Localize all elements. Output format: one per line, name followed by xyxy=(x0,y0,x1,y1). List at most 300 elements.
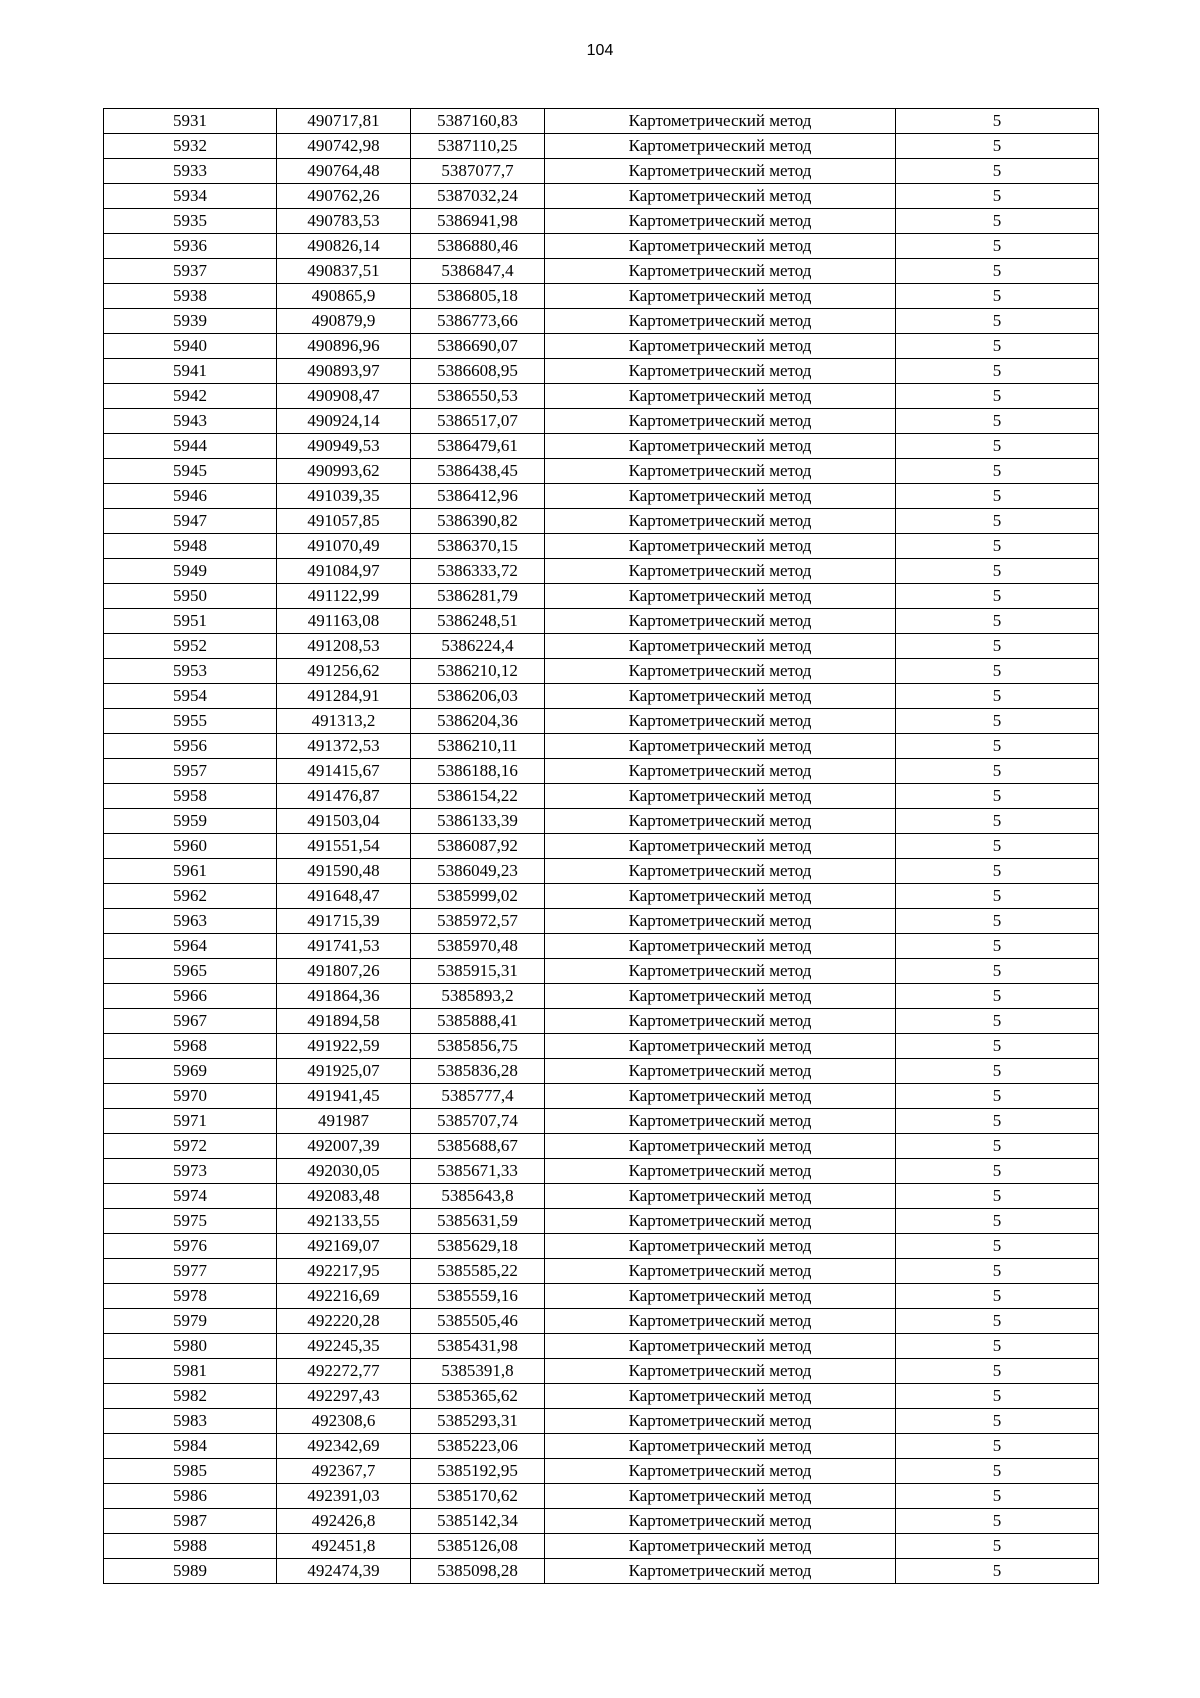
x-coordinate-cell: 490764,48 xyxy=(277,159,411,184)
x-coordinate-cell: 491415,67 xyxy=(277,759,411,784)
x-coordinate-cell: 492245,35 xyxy=(277,1334,411,1359)
table-row xyxy=(104,134,1099,159)
table-row xyxy=(104,309,1099,334)
table-row xyxy=(104,1209,1099,1234)
y-coordinate-cell: 5386188,16 xyxy=(411,759,545,784)
x-coordinate-cell: 491864,36 xyxy=(277,984,411,1009)
table-row xyxy=(104,1109,1099,1134)
accuracy-cell: 5 xyxy=(896,659,1099,684)
point-number-cell: 5958 xyxy=(104,784,277,809)
accuracy-cell: 5 xyxy=(896,1234,1099,1259)
y-coordinate-cell: 5386049,23 xyxy=(411,859,545,884)
y-coordinate-cell: 5385293,31 xyxy=(411,1409,545,1434)
y-coordinate-cell: 5387160,83 xyxy=(411,109,545,134)
method-cell: Картометрический метод xyxy=(545,984,896,1009)
method-cell: Картометрический метод xyxy=(545,684,896,709)
point-number-cell: 5966 xyxy=(104,984,277,1009)
accuracy-cell: 5 xyxy=(896,384,1099,409)
table-row xyxy=(104,734,1099,759)
point-number-cell: 5939 xyxy=(104,309,277,334)
y-coordinate-cell: 5385631,59 xyxy=(411,1209,545,1234)
accuracy-cell: 5 xyxy=(896,1284,1099,1309)
method-cell: Картометрический метод xyxy=(545,234,896,259)
x-coordinate-cell: 491925,07 xyxy=(277,1059,411,1084)
x-coordinate-cell: 492308,6 xyxy=(277,1409,411,1434)
accuracy-cell: 5 xyxy=(896,1209,1099,1234)
accuracy-cell: 5 xyxy=(896,459,1099,484)
method-cell: Картометрический метод xyxy=(545,609,896,634)
y-coordinate-cell: 5386224,4 xyxy=(411,634,545,659)
method-cell: Картометрический метод xyxy=(545,1484,896,1509)
x-coordinate-cell: 490908,47 xyxy=(277,384,411,409)
method-cell: Картометрический метод xyxy=(545,1459,896,1484)
point-number-cell: 5934 xyxy=(104,184,277,209)
accuracy-cell: 5 xyxy=(896,184,1099,209)
table-row xyxy=(104,334,1099,359)
point-number-cell: 5974 xyxy=(104,1184,277,1209)
method-cell: Картометрический метод xyxy=(545,1284,896,1309)
accuracy-cell: 5 xyxy=(896,634,1099,659)
point-number-cell: 5977 xyxy=(104,1259,277,1284)
method-cell: Картометрический метод xyxy=(545,1384,896,1409)
accuracy-cell: 5 xyxy=(896,809,1099,834)
y-coordinate-cell: 5385126,08 xyxy=(411,1534,545,1559)
method-cell: Картометрический метод xyxy=(545,284,896,309)
table-row xyxy=(104,559,1099,584)
accuracy-cell: 5 xyxy=(896,1484,1099,1509)
x-coordinate-cell: 492426,8 xyxy=(277,1509,411,1534)
y-coordinate-cell: 5385688,67 xyxy=(411,1134,545,1159)
table-row xyxy=(104,234,1099,259)
accuracy-cell: 5 xyxy=(896,359,1099,384)
table-row xyxy=(104,1284,1099,1309)
accuracy-cell: 5 xyxy=(896,584,1099,609)
table-row xyxy=(104,1409,1099,1434)
point-number-cell: 5964 xyxy=(104,934,277,959)
point-number-cell: 5959 xyxy=(104,809,277,834)
table-row xyxy=(104,1534,1099,1559)
point-number-cell: 5972 xyxy=(104,1134,277,1159)
point-number-cell: 5965 xyxy=(104,959,277,984)
table-row xyxy=(104,984,1099,1009)
method-cell: Картометрический метод xyxy=(545,1309,896,1334)
point-number-cell: 5937 xyxy=(104,259,277,284)
accuracy-cell: 5 xyxy=(896,859,1099,884)
point-number-cell: 5944 xyxy=(104,434,277,459)
accuracy-cell: 5 xyxy=(896,1534,1099,1559)
x-coordinate-cell: 492391,03 xyxy=(277,1484,411,1509)
table-row xyxy=(104,1459,1099,1484)
method-cell: Картометрический метод xyxy=(545,459,896,484)
accuracy-cell: 5 xyxy=(896,1059,1099,1084)
x-coordinate-cell: 490924,14 xyxy=(277,409,411,434)
table-row xyxy=(104,1084,1099,1109)
method-cell: Картометрический метод xyxy=(545,709,896,734)
table-row xyxy=(104,1309,1099,1334)
table-row xyxy=(104,534,1099,559)
method-cell: Картометрический метод xyxy=(545,1009,896,1034)
point-number-cell: 5947 xyxy=(104,509,277,534)
point-number-cell: 5989 xyxy=(104,1559,277,1584)
table-row xyxy=(104,384,1099,409)
accuracy-cell: 5 xyxy=(896,759,1099,784)
point-number-cell: 5970 xyxy=(104,1084,277,1109)
y-coordinate-cell: 5385192,95 xyxy=(411,1459,545,1484)
table-row xyxy=(104,1234,1099,1259)
method-cell: Картометрический метод xyxy=(545,1234,896,1259)
accuracy-cell: 5 xyxy=(896,684,1099,709)
point-number-cell: 5952 xyxy=(104,634,277,659)
accuracy-cell: 5 xyxy=(896,1159,1099,1184)
x-coordinate-cell: 491922,59 xyxy=(277,1034,411,1059)
method-cell: Картометрический метод xyxy=(545,1434,896,1459)
method-cell: Картометрический метод xyxy=(545,934,896,959)
method-cell: Картометрический метод xyxy=(545,909,896,934)
x-coordinate-cell: 491122,99 xyxy=(277,584,411,609)
point-number-cell: 5963 xyxy=(104,909,277,934)
accuracy-cell: 5 xyxy=(896,484,1099,509)
method-cell: Картометрический метод xyxy=(545,1159,896,1184)
x-coordinate-cell: 490762,26 xyxy=(277,184,411,209)
point-number-cell: 5932 xyxy=(104,134,277,159)
method-cell: Картометрический метод xyxy=(545,134,896,159)
method-cell: Картометрический метод xyxy=(545,1084,896,1109)
x-coordinate-cell: 491648,47 xyxy=(277,884,411,909)
x-coordinate-cell: 491715,39 xyxy=(277,909,411,934)
point-number-cell: 5960 xyxy=(104,834,277,859)
method-cell: Картометрический метод xyxy=(545,1559,896,1584)
method-cell: Картометрический метод xyxy=(545,434,896,459)
x-coordinate-cell: 490742,98 xyxy=(277,134,411,159)
accuracy-cell: 5 xyxy=(896,284,1099,309)
point-number-cell: 5938 xyxy=(104,284,277,309)
x-coordinate-cell: 490893,97 xyxy=(277,359,411,384)
y-coordinate-cell: 5386281,79 xyxy=(411,584,545,609)
y-coordinate-cell: 5386206,03 xyxy=(411,684,545,709)
table-row xyxy=(104,859,1099,884)
y-coordinate-cell: 5386550,53 xyxy=(411,384,545,409)
method-cell: Картометрический метод xyxy=(545,484,896,509)
point-number-cell: 5942 xyxy=(104,384,277,409)
y-coordinate-cell: 5386204,36 xyxy=(411,709,545,734)
table-row xyxy=(104,659,1099,684)
point-number-cell: 5946 xyxy=(104,484,277,509)
accuracy-cell: 5 xyxy=(896,909,1099,934)
method-cell: Картометрический метод xyxy=(545,634,896,659)
coordinates-table xyxy=(103,108,1099,1584)
x-coordinate-cell: 492169,07 xyxy=(277,1234,411,1259)
accuracy-cell: 5 xyxy=(896,1084,1099,1109)
point-number-cell: 5935 xyxy=(104,209,277,234)
method-cell: Картометрический метод xyxy=(545,1034,896,1059)
x-coordinate-cell: 491039,35 xyxy=(277,484,411,509)
accuracy-cell: 5 xyxy=(896,1509,1099,1534)
x-coordinate-cell: 492272,77 xyxy=(277,1359,411,1384)
x-coordinate-cell: 490826,14 xyxy=(277,234,411,259)
y-coordinate-cell: 5386517,07 xyxy=(411,409,545,434)
x-coordinate-cell: 491208,53 xyxy=(277,634,411,659)
table-row xyxy=(104,1259,1099,1284)
table-row xyxy=(104,1059,1099,1084)
accuracy-cell: 5 xyxy=(896,1109,1099,1134)
table-row xyxy=(104,109,1099,134)
method-cell: Картометрический метод xyxy=(545,1109,896,1134)
point-number-cell: 5981 xyxy=(104,1359,277,1384)
method-cell: Картометрический метод xyxy=(545,309,896,334)
method-cell: Картометрический метод xyxy=(545,334,896,359)
method-cell: Картометрический метод xyxy=(545,159,896,184)
x-coordinate-cell: 490837,51 xyxy=(277,259,411,284)
y-coordinate-cell: 5386210,11 xyxy=(411,734,545,759)
method-cell: Картометрический метод xyxy=(545,559,896,584)
x-coordinate-cell: 492297,43 xyxy=(277,1384,411,1409)
accuracy-cell: 5 xyxy=(896,984,1099,1009)
table-row xyxy=(104,1509,1099,1534)
accuracy-cell: 5 xyxy=(896,109,1099,134)
method-cell: Картометрический метод xyxy=(545,1184,896,1209)
x-coordinate-cell: 491163,08 xyxy=(277,609,411,634)
method-cell: Картометрический метод xyxy=(545,959,896,984)
accuracy-cell: 5 xyxy=(896,1184,1099,1209)
method-cell: Картометрический метод xyxy=(545,534,896,559)
x-coordinate-cell: 491070,49 xyxy=(277,534,411,559)
method-cell: Картометрический метод xyxy=(545,359,896,384)
y-coordinate-cell: 5386773,66 xyxy=(411,309,545,334)
point-number-cell: 5957 xyxy=(104,759,277,784)
y-coordinate-cell: 5386248,51 xyxy=(411,609,545,634)
accuracy-cell: 5 xyxy=(896,234,1099,259)
table-row xyxy=(104,684,1099,709)
y-coordinate-cell: 5385505,46 xyxy=(411,1309,545,1334)
accuracy-cell: 5 xyxy=(896,559,1099,584)
table-row xyxy=(104,1559,1099,1584)
x-coordinate-cell: 490949,53 xyxy=(277,434,411,459)
y-coordinate-cell: 5385888,41 xyxy=(411,1009,545,1034)
accuracy-cell: 5 xyxy=(896,1259,1099,1284)
y-coordinate-cell: 5386941,98 xyxy=(411,209,545,234)
point-number-cell: 5988 xyxy=(104,1534,277,1559)
x-coordinate-cell: 491590,48 xyxy=(277,859,411,884)
point-number-cell: 5987 xyxy=(104,1509,277,1534)
point-number-cell: 5949 xyxy=(104,559,277,584)
method-cell: Картометрический метод xyxy=(545,1209,896,1234)
table-row xyxy=(104,1134,1099,1159)
accuracy-cell: 5 xyxy=(896,259,1099,284)
x-coordinate-cell: 492451,8 xyxy=(277,1534,411,1559)
method-cell: Картометрический метод xyxy=(545,1059,896,1084)
y-coordinate-cell: 5385777,4 xyxy=(411,1084,545,1109)
point-number-cell: 5940 xyxy=(104,334,277,359)
table-row xyxy=(104,1484,1099,1509)
y-coordinate-cell: 5385365,62 xyxy=(411,1384,545,1409)
y-coordinate-cell: 5385671,33 xyxy=(411,1159,545,1184)
accuracy-cell: 5 xyxy=(896,434,1099,459)
table-row xyxy=(104,1434,1099,1459)
x-coordinate-cell: 491284,91 xyxy=(277,684,411,709)
accuracy-cell: 5 xyxy=(896,409,1099,434)
point-number-cell: 5936 xyxy=(104,234,277,259)
x-coordinate-cell: 490865,9 xyxy=(277,284,411,309)
y-coordinate-cell: 5386608,95 xyxy=(411,359,545,384)
y-coordinate-cell: 5386479,61 xyxy=(411,434,545,459)
x-coordinate-cell: 490783,53 xyxy=(277,209,411,234)
accuracy-cell: 5 xyxy=(896,1409,1099,1434)
accuracy-cell: 5 xyxy=(896,159,1099,184)
y-coordinate-cell: 5385970,48 xyxy=(411,934,545,959)
x-coordinate-cell: 492007,39 xyxy=(277,1134,411,1159)
method-cell: Картометрический метод xyxy=(545,1409,896,1434)
x-coordinate-cell: 492030,05 xyxy=(277,1159,411,1184)
accuracy-cell: 5 xyxy=(896,1009,1099,1034)
accuracy-cell: 5 xyxy=(896,1384,1099,1409)
x-coordinate-cell: 491551,54 xyxy=(277,834,411,859)
y-coordinate-cell: 5386210,12 xyxy=(411,659,545,684)
point-number-cell: 5956 xyxy=(104,734,277,759)
y-coordinate-cell: 5386847,4 xyxy=(411,259,545,284)
table-row xyxy=(104,834,1099,859)
method-cell: Картометрический метод xyxy=(545,109,896,134)
accuracy-cell: 5 xyxy=(896,134,1099,159)
table-row xyxy=(104,884,1099,909)
y-coordinate-cell: 5385142,34 xyxy=(411,1509,545,1534)
accuracy-cell: 5 xyxy=(896,334,1099,359)
point-number-cell: 5967 xyxy=(104,1009,277,1034)
method-cell: Картометрический метод xyxy=(545,784,896,809)
x-coordinate-cell: 492083,48 xyxy=(277,1184,411,1209)
point-number-cell: 5955 xyxy=(104,709,277,734)
accuracy-cell: 5 xyxy=(896,1134,1099,1159)
y-coordinate-cell: 5386880,46 xyxy=(411,234,545,259)
table-row xyxy=(104,284,1099,309)
table-body xyxy=(104,109,1099,1584)
point-number-cell: 5948 xyxy=(104,534,277,559)
accuracy-cell: 5 xyxy=(896,934,1099,959)
method-cell: Картометрический метод xyxy=(545,384,896,409)
y-coordinate-cell: 5387077,7 xyxy=(411,159,545,184)
point-number-cell: 5984 xyxy=(104,1434,277,1459)
table-row xyxy=(104,759,1099,784)
x-coordinate-cell: 492474,39 xyxy=(277,1559,411,1584)
accuracy-cell: 5 xyxy=(896,609,1099,634)
method-cell: Картометрический метод xyxy=(545,509,896,534)
y-coordinate-cell: 5386438,45 xyxy=(411,459,545,484)
y-coordinate-cell: 5386333,72 xyxy=(411,559,545,584)
point-number-cell: 5931 xyxy=(104,109,277,134)
y-coordinate-cell: 5385170,62 xyxy=(411,1484,545,1509)
method-cell: Картометрический метод xyxy=(545,884,896,909)
y-coordinate-cell: 5385893,2 xyxy=(411,984,545,1009)
x-coordinate-cell: 491807,26 xyxy=(277,959,411,984)
method-cell: Картометрический метод xyxy=(545,584,896,609)
method-cell: Картометрический метод xyxy=(545,734,896,759)
x-coordinate-cell: 491503,04 xyxy=(277,809,411,834)
table-row xyxy=(104,959,1099,984)
x-coordinate-cell: 490879,9 xyxy=(277,309,411,334)
accuracy-cell: 5 xyxy=(896,884,1099,909)
page-number: 104 xyxy=(586,42,614,59)
x-coordinate-cell: 491741,53 xyxy=(277,934,411,959)
table-row xyxy=(104,434,1099,459)
accuracy-cell: 5 xyxy=(896,1434,1099,1459)
x-coordinate-cell: 491313,2 xyxy=(277,709,411,734)
x-coordinate-cell: 492342,69 xyxy=(277,1434,411,1459)
y-coordinate-cell: 5385707,74 xyxy=(411,1109,545,1134)
table-row xyxy=(104,209,1099,234)
table-row xyxy=(104,509,1099,534)
point-number-cell: 5945 xyxy=(104,459,277,484)
point-number-cell: 5943 xyxy=(104,409,277,434)
table-row xyxy=(104,1034,1099,1059)
table-row xyxy=(104,159,1099,184)
method-cell: Картометрический метод xyxy=(545,1509,896,1534)
y-coordinate-cell: 5386412,96 xyxy=(411,484,545,509)
method-cell: Картометрический метод xyxy=(545,259,896,284)
point-number-cell: 5978 xyxy=(104,1284,277,1309)
table-row xyxy=(104,634,1099,659)
table-row xyxy=(104,1009,1099,1034)
table-row xyxy=(104,709,1099,734)
table-row xyxy=(104,809,1099,834)
point-number-cell: 5953 xyxy=(104,659,277,684)
point-number-cell: 5968 xyxy=(104,1034,277,1059)
table-row xyxy=(104,1359,1099,1384)
point-number-cell: 5962 xyxy=(104,884,277,909)
accuracy-cell: 5 xyxy=(896,1359,1099,1384)
point-number-cell: 5985 xyxy=(104,1459,277,1484)
table-row xyxy=(104,609,1099,634)
point-number-cell: 5950 xyxy=(104,584,277,609)
table-row xyxy=(104,584,1099,609)
point-number-cell: 5975 xyxy=(104,1209,277,1234)
method-cell: Картометрический метод xyxy=(545,809,896,834)
point-number-cell: 5969 xyxy=(104,1059,277,1084)
y-coordinate-cell: 5385431,98 xyxy=(411,1334,545,1359)
y-coordinate-cell: 5386370,15 xyxy=(411,534,545,559)
point-number-cell: 5979 xyxy=(104,1309,277,1334)
table-row xyxy=(104,459,1099,484)
y-coordinate-cell: 5385972,57 xyxy=(411,909,545,934)
table-row xyxy=(104,784,1099,809)
point-number-cell: 5954 xyxy=(104,684,277,709)
x-coordinate-cell: 492133,55 xyxy=(277,1209,411,1234)
accuracy-cell: 5 xyxy=(896,1459,1099,1484)
x-coordinate-cell: 491256,62 xyxy=(277,659,411,684)
y-coordinate-cell: 5385856,75 xyxy=(411,1034,545,1059)
point-number-cell: 5980 xyxy=(104,1334,277,1359)
point-number-cell: 5983 xyxy=(104,1409,277,1434)
x-coordinate-cell: 491372,53 xyxy=(277,734,411,759)
y-coordinate-cell: 5385559,16 xyxy=(411,1284,545,1309)
x-coordinate-cell: 492217,95 xyxy=(277,1259,411,1284)
y-coordinate-cell: 5386154,22 xyxy=(411,784,545,809)
method-cell: Картометрический метод xyxy=(545,659,896,684)
method-cell: Картометрический метод xyxy=(545,759,896,784)
table-row xyxy=(104,359,1099,384)
y-coordinate-cell: 5385643,8 xyxy=(411,1184,545,1209)
x-coordinate-cell: 491941,45 xyxy=(277,1084,411,1109)
point-number-cell: 5933 xyxy=(104,159,277,184)
accuracy-cell: 5 xyxy=(896,709,1099,734)
y-coordinate-cell: 5386805,18 xyxy=(411,284,545,309)
y-coordinate-cell: 5385836,28 xyxy=(411,1059,545,1084)
method-cell: Картометрический метод xyxy=(545,1134,896,1159)
x-coordinate-cell: 491894,58 xyxy=(277,1009,411,1034)
y-coordinate-cell: 5386390,82 xyxy=(411,509,545,534)
table-row xyxy=(104,934,1099,959)
table-row xyxy=(104,484,1099,509)
method-cell: Картометрический метод xyxy=(545,209,896,234)
table-row xyxy=(104,1159,1099,1184)
